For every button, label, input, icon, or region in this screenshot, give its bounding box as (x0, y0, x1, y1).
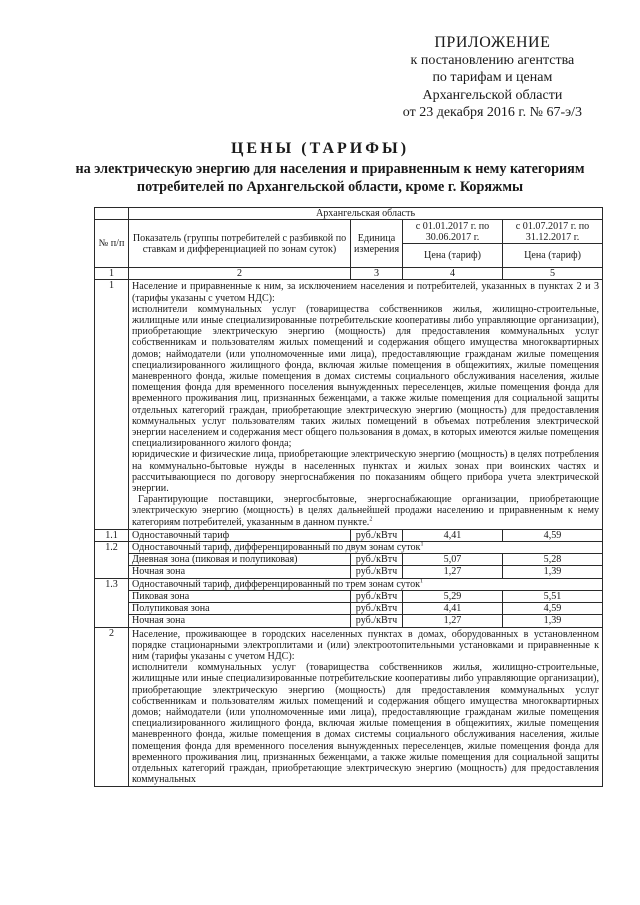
tariff-group-text: Одноставочный тариф, дифференцированный по трем зонам суток (132, 578, 421, 590)
tariff-unit: руб./кВтч (351, 554, 403, 566)
tariff-value-2: 4,59 (503, 603, 603, 615)
row-number: 1 (95, 280, 129, 529)
tariff-value-2: 4,59 (503, 529, 603, 541)
column-number: 1 (95, 268, 129, 280)
appendix-title: ПРИЛОЖЕНИЕ (434, 34, 551, 51)
paragraph: Население, проживающее в городских населенных пунктах в домах, оборудованных в установленном порядке стационарными электроплитами и (или) электроотопительными установками и приравненные к ним (тарифы указаны с учетом НДС): (132, 628, 600, 662)
column-number: 2 (129, 268, 351, 280)
row-number: 2 (95, 627, 129, 787)
row-number: 1.2 (95, 542, 129, 579)
tariff-unit: руб./кВтч (351, 615, 403, 627)
column-number: 3 (351, 268, 403, 280)
document-subtitle: на электрическую энергию для населения и приравненным к нему категориям потребителей по Архангельской области, кроме г. Коряжмы (75, 161, 585, 195)
zone-label: Дневная зона (пиковая и полупиковая) (129, 554, 351, 566)
column-number: 5 (503, 268, 603, 280)
paragraph: исполнители коммунальных услуг (товарищества собственников жилья, жилищно-строительные, жилищные или иные специализированные потребительские кооперативы либо управляющие организации), приобретающие электрическую энергию (мощность) для предоставления коммунальных услуг собственникам и пользователям жилых помещений и содержания общего имущества многоквартирных домов; наймодатели (или уполномоченные ими лица), предоставляющие гражданам жилые помещения специализированного жилищного фонда, включая жилые помещения в общежитиях, жилые помещения маневренного фонда, жилые помещения в домах системы социального обслуживания населения, жилые помещения фонда для временного поселения вынужденных переселенцев, жилые помещения фонда для временного проживания лиц, признанных беженцами, а также жилые помещения для социальной защиты отдельных категорий граждан, приобретающие электрическую энергию (мощность) для предоставления коммунальных услуг пользователям таких жилых помещений в объемах потребления электрической энергии населением и содержания мест общего пользования в домах, в которых имеются жилые помещения специализированного жилого фонда; (132, 303, 600, 450)
region-header: Архангельская область (129, 208, 603, 220)
header-period-2: с 01.07.2017 г. по 31.12.2017 г. (503, 220, 603, 244)
tariff-value-1: 5,07 (403, 554, 503, 566)
tariff-unit: руб./кВтч (351, 566, 403, 578)
zone-label: Полупиковая зона (129, 603, 351, 615)
zone-label: Ночная зона (129, 615, 351, 627)
appendix-block (403, 34, 582, 121)
column-number: 4 (403, 268, 503, 280)
tariff-unit: руб./кВтч (351, 603, 403, 615)
header-cell (95, 208, 129, 220)
tariff-label: Одноставочный тариф (129, 529, 351, 541)
header-num: № п/п (95, 220, 129, 268)
paragraph: Население и приравненные к ним, за исключением населения и потребителей, указанных в пунктах 2 и 3 (тарифы указаны с учетом НДС): (132, 281, 600, 304)
row-number: 1.1 (95, 529, 129, 541)
header-price-2: Цена (тариф) (503, 244, 603, 268)
footnote-mark: 1 (420, 578, 424, 585)
row-2-description (129, 627, 603, 787)
tariff-value-2: 5,51 (503, 590, 603, 602)
appendix-line: по тарифам и ценам (432, 70, 553, 86)
header-period-1: с 01.01.2017 г. по 30.06.2017 г. (403, 220, 503, 244)
tariff-unit: руб./кВтч (351, 529, 403, 541)
tariff-group-label (129, 542, 603, 554)
header-unit: Единица измерения (351, 220, 403, 268)
appendix-line: к постановлению агентства (410, 53, 575, 69)
tariff-group-text: Одноставочный тариф, дифференцированный по двум зонам суток (132, 542, 421, 554)
zone-label: Ночная зона (129, 566, 351, 578)
appendix-line: Архангельской области (422, 87, 563, 103)
tariff-value-2: 1,39 (503, 566, 603, 578)
document-title: ЦЕНЫ (ТАРИФЫ) (230, 140, 410, 157)
tariff-value-2: 5,28 (503, 554, 603, 566)
tariff-value-1: 1,27 (403, 615, 503, 627)
tariff-value-2: 1,39 (503, 615, 603, 627)
tariff-value-1: 4,41 (403, 603, 503, 615)
tariff-group-label (129, 578, 603, 590)
appendix-line: от 23 декабря 2016 г. № 67-э/3 (402, 104, 582, 120)
paragraph: исполнители коммунальных услуг (товарищества собственников жилья, жилищно-строительные, жилищные или иные специализированные потребительские кооперативы либо управляющие организации), приобретающие электрическую энергию (мощность) для предоставления коммунальных услуг собственникам и пользователям жилых помещений и содержания общего имущества многоквартирных домов; наймодатели (или уполномоченные ими лица), предоставляющие гражданам жилые помещения специализированного жилищного фонда, включая жилые помещения в общежитиях, жилые помещения маневренного фонда, жилые помещения в домах системы социального обслуживания населения, жилые помещения фонда для временного поселения вынужденных переселенцев, жилые помещения фонда для временного проживания лиц, признанных беженцами, а также жилые помещения для социальной защиты отдельных категорий граждан, приобретающие электрическую энергию (мощность) для предоставления коммунальных (132, 662, 600, 786)
tariff-value-1: 1,27 (403, 566, 503, 578)
paragraph-text: Гарантирующие поставщики, энергосбытовые, энергоснабжающие организации, приобретающие электрическую энергию (мощность) в целях дальнейшей продажи населению и приравненным к нему категориям потребителей, указанным в данном пункте. (132, 494, 600, 528)
paragraph (132, 494, 599, 528)
footnote-mark: 2 (369, 516, 373, 523)
footnote-mark: 1 (420, 541, 424, 548)
tariff-value-1: 4,41 (403, 529, 503, 541)
tariff-table (94, 207, 603, 787)
tariff-unit: руб./кВтч (351, 590, 403, 602)
header-price-1: Цена (тариф) (403, 244, 503, 268)
tariff-value-1: 5,29 (403, 590, 503, 602)
row-number: 1.3 (95, 578, 129, 627)
zone-label: Пиковая зона (129, 590, 351, 602)
row-1-description (129, 280, 603, 529)
paragraph: юридические и физические лица, приобретающие электрическую энергию (мощность) в целях потребления на коммунально-бытовые нужды в населенных пунктах и жилых зонах при воинских частях и рассчитывающиеся по договору энергоснабжения по показаниям общего прибора учета электрической энергии. (132, 449, 600, 495)
header-indicator: Показатель (группы потребителей с разбивкой по ставкам и дифференциацией по зонам суток) (129, 220, 351, 268)
